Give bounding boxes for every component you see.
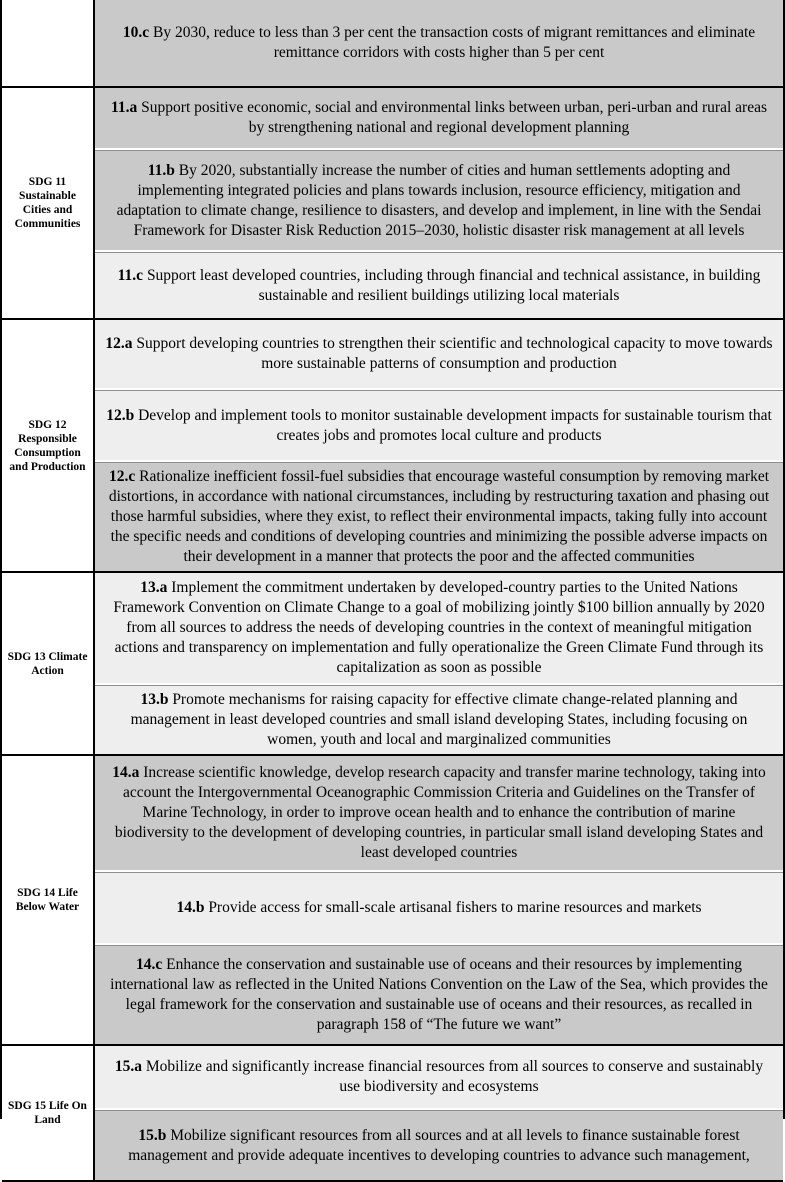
target-cell	[95, 462, 783, 571]
sdg-group	[2, 756, 783, 1046]
target-description	[105, 467, 773, 567]
target-description	[105, 266, 773, 306]
target-description	[105, 1126, 773, 1166]
target-description	[105, 161, 773, 241]
target-text-label: Enhance the conservation and sustainable use of oceans and their resources by implementing international law as reflected in the United Nations Convention on the Law of the Sea, which provides the legal framework for the conservation and sustainable use of oceans and their resources, as recalled in paragraph 158 of “The future we want”	[110, 956, 768, 1033]
target-cell	[95, 150, 783, 250]
target-code-label: 12.a	[105, 335, 133, 352]
sdg-group	[2, 320, 783, 573]
targets-column	[95, 88, 783, 318]
target-code-label: 13.a	[140, 579, 168, 596]
target-code-label: 14.c	[135, 956, 163, 973]
target-code-label: 15.a	[114, 1058, 143, 1075]
target-cell	[95, 1046, 783, 1108]
target-text-label: Implement the commitment undertaken by developed-country parties to the United Nations Framework Convention on Climate Change to a goal of mobilizing jointly $100 billion annually by 2020 from all sources to address the needs of developing countries in the context of meaningful mitigation actions and transparency on implementation and fully operationalize the Green Climate Fund through its capitalization as soon as possible	[113, 579, 765, 676]
target-text-label: By 2020, substantially increase the number of cities and human settlements adopting and implementing integrated policies and plans towards inclusion, resource efficiency, mitigation and adaptation to climate change, resilience to disasters, and develop and implement, in line with the Sendai Framework for Disaster Risk Reduction 2015–2030, holistic disaster risk management at all levels	[116, 161, 762, 239]
sdg-label-cell: SDG 15 Life On Land	[2, 1046, 95, 1180]
target-description	[105, 690, 773, 750]
sdg-label-cell: SDG 14 Life Below Water	[2, 756, 95, 1044]
sdg-label-cell: SDG 13 Climate Action	[2, 573, 95, 754]
target-description	[105, 578, 773, 678]
target-text-label: Increase scientific knowledge, develop research capacity and transfer marine technology, taking into account the Intergovernmental Oceanographic Commission Criteria and Guidelines on the Transfer of Marine Technology, in order to improve ocean health and to enhance the contribution of marine biodiversity to the development of developing countries, in particular small island developing States and least developed countries	[114, 764, 766, 861]
target-cell	[95, 573, 783, 683]
target-cell	[95, 390, 783, 460]
target-text-label: Develop and implement tools to monitor sustainable development impacts for sustainable tourism that creates jobs and promotes local culture and products	[134, 406, 772, 444]
target-description	[105, 23, 773, 63]
target-text-label: Support developing countries to strengthen their scientific and technological capacity to move towards more sustainable patterns of consumption and production	[132, 335, 773, 372]
target-description	[105, 955, 773, 1035]
target-code-label: 11.c	[117, 266, 144, 284]
targets-column	[95, 0, 783, 86]
targets-column	[95, 320, 783, 571]
target-code-label: 10.c	[122, 24, 150, 41]
targets-column	[95, 1046, 783, 1180]
target-code-label: 14.a	[112, 764, 140, 781]
target-code-label: 13.b	[140, 691, 169, 708]
target-description	[105, 1057, 773, 1097]
target-cell	[95, 88, 783, 148]
target-code-label: 12.c	[108, 468, 136, 485]
target-text-label: By 2030, reduce to less than 3 per cent the transaction costs of migrant remittances and eliminate remittance corridors with costs higher than 5 per cent	[149, 24, 756, 61]
sdg-label-cell: SDG 11 Sustainable Cities and Communities	[2, 88, 95, 318]
sdg-group	[2, 0, 783, 88]
targets-column	[95, 573, 783, 754]
target-description	[105, 334, 773, 374]
target-code-label: 14.b	[176, 899, 205, 916]
target-description	[105, 763, 773, 863]
sdg-group	[2, 88, 783, 320]
target-cell	[95, 945, 783, 1044]
target-text-label: Mobilize and significantly increase financial resources from all sources to conserve and sustainably use biodiversity and ecosystems	[142, 1058, 764, 1095]
sdg-label-cell: SDG 12 Responsible Consumption and Production	[2, 320, 95, 571]
target-code-label: 12.b	[106, 406, 135, 424]
target-text-label: Promote mechanisms for raising capacity for effective climate change-related planning and management in least developed countries and small island developing States, including focusing on women, youth and local and marginalized communities	[130, 691, 748, 748]
target-cell	[95, 320, 783, 388]
target-cell	[95, 1110, 783, 1180]
target-code-label: 11.b	[147, 161, 175, 179]
target-text-label: Support positive economic, social and environmental links between urban, peri-urban and rural areas by strengthening national and regional development planning	[137, 99, 767, 136]
sdg-group	[2, 1046, 783, 1182]
target-text-label: Support least developed countries, including through financial and technical assistance, in building sustainable and resilient buildings utilizing local materials	[143, 266, 761, 304]
target-text-label: Provide access for small-scale artisanal fishers to marine resources and markets	[204, 899, 702, 916]
target-code-label: 11.a	[111, 99, 138, 116]
target-cell	[95, 685, 783, 754]
target-description	[176, 898, 701, 918]
target-text-label: Mobilize significant resources from all sources and at all levels to finance sustainable forest management and provide adequate incentives to developing countries to advance such management,	[128, 1126, 750, 1164]
target-text-label: Rationalize inefficient fossil-fuel subsidies that encourage wasteful consumption by removing market distortions, in accordance with national circumstances, including by restructuring taxation and phasing out those harmful subsidies, where they exist, to reflect their environmental impacts, taking fully into account the specific needs and conditions of developing countries and minimizing the possible adverse impacts on their development in a manner that protects the poor and the affected communities	[108, 468, 770, 565]
target-cell	[95, 252, 783, 318]
target-cell	[95, 0, 783, 86]
target-code-label: 15.b	[138, 1126, 167, 1144]
target-description	[105, 406, 773, 446]
target-cell	[95, 872, 783, 943]
targets-column	[95, 756, 783, 1044]
sdg-group	[2, 573, 783, 756]
target-cell	[95, 756, 783, 870]
target-description	[105, 98, 773, 138]
sdg-label-cell	[2, 0, 95, 86]
